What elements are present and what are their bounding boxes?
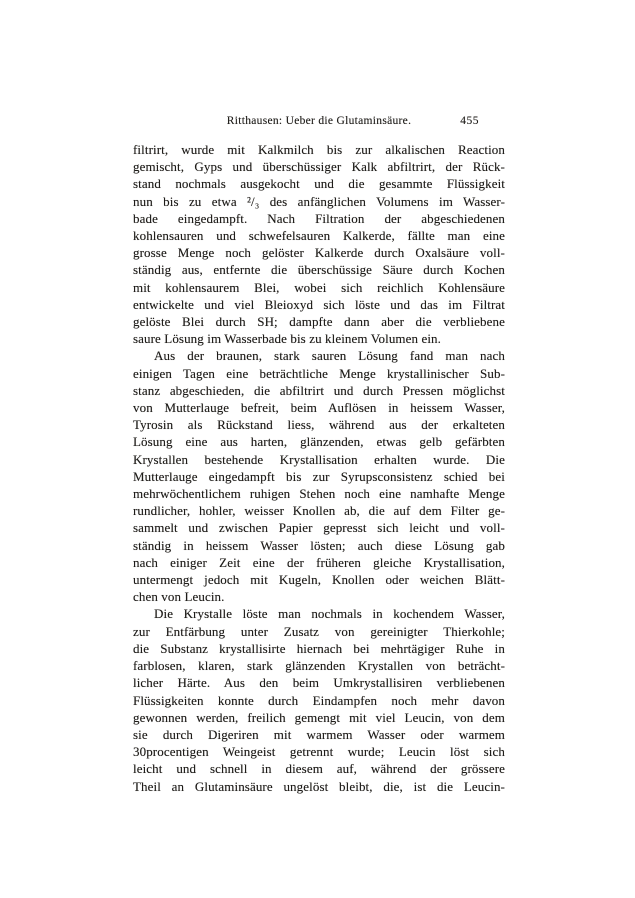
text-line: licher Härte. Aus den beim Umkrystallisiren verbliebenen: [133, 675, 505, 691]
text-line: gelöste Blei durch SH; dampfte dann aber die verbliebene: [133, 314, 505, 330]
text-line: die Substanz krystallisirte hiernach bei mehrtägiger Ruhe in: [133, 640, 505, 656]
text-line: stanz abgeschieden, die abfiltrirt und durch Pressen möglichst: [133, 382, 505, 398]
text-line: stand nochmals ausgekocht und die gesammte Flüssigkeit: [133, 176, 505, 192]
text-line: nun bis zu etwa ²/₃ des anfänglichen Volumens im Wasser-: [133, 193, 505, 209]
text-line: gewonnen werden, freilich gemengt mit viel Leucin, von dem: [133, 709, 505, 725]
text-line: entwickelte und viel Bleioxyd sich löste und das im Filtrat: [133, 296, 505, 312]
text-line: ständig in heissem Wasser lösten; auch diese Lösung gab: [133, 537, 505, 553]
text-line: kohlensauren und schwefelsauren Kalkerde, fällte man eine: [133, 228, 505, 244]
text-line: leicht und schnell in diesem auf, während der grössere: [133, 761, 505, 777]
text-line: bade eingedampft. Nach Filtration der abgeschiedenen: [133, 210, 505, 226]
text-line: Flüssigkeiten konnte durch Eindampfen noch mehr davon: [133, 692, 505, 708]
paragraph: [133, 347, 505, 605]
text-line: Aus der braunen, stark sauren Lösung fand man nach: [154, 348, 505, 364]
text-line: sammelt und zwischen Papier gepresst sich leicht und voll-: [133, 520, 505, 536]
text-line: filtrirt, wurde mit Kalkmilch bis zur alkalischen Reaction: [133, 142, 505, 157]
running-title: Ritthausen: Ueber die Glutaminsäure.: [226, 115, 412, 127]
text-body: [133, 141, 505, 795]
text-line: 30procentigen Weingeist getrennt wurde; Leucin löst sich: [133, 744, 505, 760]
text-line: mehrwöchentlichem ruhigen Stehen noch eine namhafte Menge: [133, 486, 505, 502]
text-line: Tyrosin als Rückstand liess, während aus der erkalteten: [133, 417, 505, 433]
text-line: Lösung eine aus harten, glänzenden, etwas gelb gefärbten: [133, 434, 505, 450]
text-line: sie durch Digeriren mit warmem Wasser oder warmem: [133, 726, 505, 742]
text-line: saure Lösung im Wasserbade bis zu kleinem Volumen ein.: [133, 331, 441, 347]
text-line: Theil an Glutaminsäure ungelöst bleibt, die, ist die Leucin-: [133, 778, 505, 794]
text-line: mit kohlensaurem Blei, wobei sich reichlich Kohlensäure: [133, 279, 505, 295]
running-header: [133, 115, 505, 131]
text-line: zur Entfärbung unter Zusatz von gereinigter Thierkohle;: [133, 623, 505, 639]
text-line: grosse Menge noch gelöster Kalkerde durch Oxalsäure voll-: [133, 245, 505, 261]
paragraph: [133, 141, 505, 347]
text-line: nach einiger Zeit eine der früheren gleiche Krystallisation,: [133, 554, 505, 570]
text-line: von Mutterlauge befreit, beim Auflösen in heissem Wasser,: [133, 400, 505, 416]
text-line: einigen Tagen eine beträchtliche Menge krystallinischer Sub-: [133, 365, 505, 381]
page-number: 455: [460, 115, 479, 127]
text-line: Die Krystalle löste man nochmals in kochendem Wasser,: [154, 606, 505, 622]
text-line: Mutterlauge eingedampft bis zur Syrupsconsistenz schied bei: [133, 468, 505, 484]
text-line: chen von Leucin.: [133, 589, 225, 605]
text-line: untermengt jedoch mit Kugeln, Knollen oder weichen Blätt-: [133, 572, 505, 588]
text-line: ständig aus, entfernte die überschüssige Säure durch Kochen: [133, 262, 505, 278]
paragraph: [133, 605, 505, 794]
text-line: farblosen, klaren, stark glänzenden Krystallen von beträcht-: [133, 658, 505, 674]
text-line: rundlicher, hohler, weisser Knollen ab, die auf dem Filter ge-: [133, 503, 505, 519]
text-line: Krystallen bestehende Krystallisation erhalten wurde. Die: [133, 451, 505, 467]
text-line: gemischt, Gyps und überschüssiger Kalk abfiltrirt, der Rück-: [133, 159, 505, 175]
